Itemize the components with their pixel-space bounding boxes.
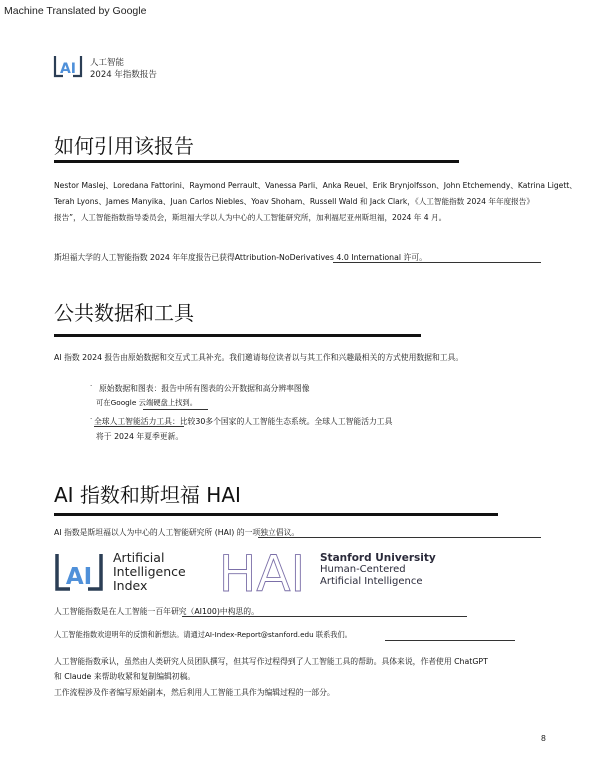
header-report-title xyxy=(90,57,157,81)
wordmark-line-3: Index xyxy=(113,578,148,593)
stanford-title: Stanford University xyxy=(320,552,436,564)
vibrancy-tool-link-underline[interactable] xyxy=(94,426,184,427)
hai-link-underline[interactable] xyxy=(258,537,541,538)
citation-authors-1: Nestor Maslej、Loredana Fattorini、Raymond Perrault、Vanessa Parli、Anka Reuel、Erik Brynjolfsson、John Etchemendy、Katrina Ligett、 xyxy=(54,181,577,190)
section-heading-ai-index-hai: AI 指数和斯坦福 HAI xyxy=(54,483,241,507)
hai-logo-text: HAI xyxy=(218,547,306,595)
citation-authors-2: Terah Lyons、James Manyika、Juan Carlos Niebles、Yoav Shoham、Russell Wald 和 Jack Clark，《人工智能指数 2024 年年度报告》 xyxy=(54,197,534,206)
email-link-underline[interactable] xyxy=(385,640,515,641)
license-link-underline[interactable] xyxy=(333,262,541,263)
ai-tools-ack-3: 工作流程涉及作者编写原始副本，然后利用人工智能工具作为编辑过程的一部分。 xyxy=(54,688,335,697)
page-number: 8 xyxy=(540,734,546,743)
logo-text: AI xyxy=(59,61,77,77)
stanford-sub-1: Human-Centered xyxy=(320,564,406,575)
section-divider xyxy=(54,334,421,337)
wordmark-line-1: Artificial xyxy=(113,550,165,565)
ai-index-wordmark xyxy=(113,551,186,593)
vibrancy-tool-line-1: 全球人工智能活力工具：比较30多个国家的人工智能生态系统。全球人工智能活力工具 xyxy=(94,417,393,426)
header-line-2: 2024 年指数报告 xyxy=(90,70,157,80)
feedback-statement: 人工智能指数欢迎明年的反馈和新想法。请通过AI-Index-Report@stanford.edu 联系我们。 xyxy=(54,630,352,639)
ai-index-large-logo-icon xyxy=(54,550,104,592)
wordmark-line-2: Intelligence xyxy=(113,564,186,579)
license-statement: 斯坦福大学的人工智能指数 2024 年年度报告已获得Attribution-NoDerivatives 4.0 International 许可。 xyxy=(54,253,427,262)
ai100-statement: 人工智能指数是在人工智能一百年研究（AI100)中构思的。 xyxy=(54,607,259,616)
logo-text: AI xyxy=(65,564,93,590)
machine-translation-banner: Machine Translated by Google xyxy=(4,5,147,17)
stanford-sub-2: Artificial Intelligence xyxy=(320,576,423,587)
raw-data-line-1: 原始数据和图表：报告中所有图表的公开数据和高分辨率图像 xyxy=(99,384,310,393)
citation-authors-3: 报告”，人工智能指数指导委员会，斯坦福大学以人为中心的人工智能研究所，加利福尼亚州斯坦福，2024 年 4 月。 xyxy=(54,213,447,222)
ai-tools-ack-1: 人工智能指数承认，虽然由人类研究人员团队撰写，但其写作过程得到了人工智能工具的帮助。具体来说，作者使用 ChatGPT xyxy=(54,657,488,666)
section-divider xyxy=(54,160,459,163)
header-line-1: 人工智能 xyxy=(90,58,125,68)
section-heading-public-data: 公共数据和工具 xyxy=(54,301,194,325)
section-heading-cite: 如何引用该报告 xyxy=(54,134,194,158)
bullet-marker: · xyxy=(90,382,93,390)
ai-tools-ack-2: 和 Claude 来帮助收紧和复制编辑初稿。 xyxy=(54,672,196,681)
stanford-hai-logo-icon xyxy=(212,547,312,595)
bullet-marker: · xyxy=(90,415,93,423)
ai100-link-underline[interactable] xyxy=(182,616,467,617)
public-data-intro: AI 指数 2024 报告由原始数据和交互式工具补充。我们邀请每位读者以与其工作和兴趣最相关的方式使用数据和工具。 xyxy=(54,353,464,362)
google-drive-link-underline[interactable] xyxy=(143,409,208,410)
section-divider xyxy=(54,513,498,516)
stanford-hai-wordmark xyxy=(320,552,436,588)
hai-intro: AI 指数是斯坦福以人为中心的人工智能研究所 (HAI) 的一项独立倡议。 xyxy=(54,528,300,537)
vibrancy-tool-line-2: 将于 2024 年夏季更新。 xyxy=(96,432,184,441)
ai-index-logo-icon xyxy=(53,53,83,78)
raw-data-line-2: 可在Google 云端硬盘上找到。 xyxy=(96,398,198,407)
